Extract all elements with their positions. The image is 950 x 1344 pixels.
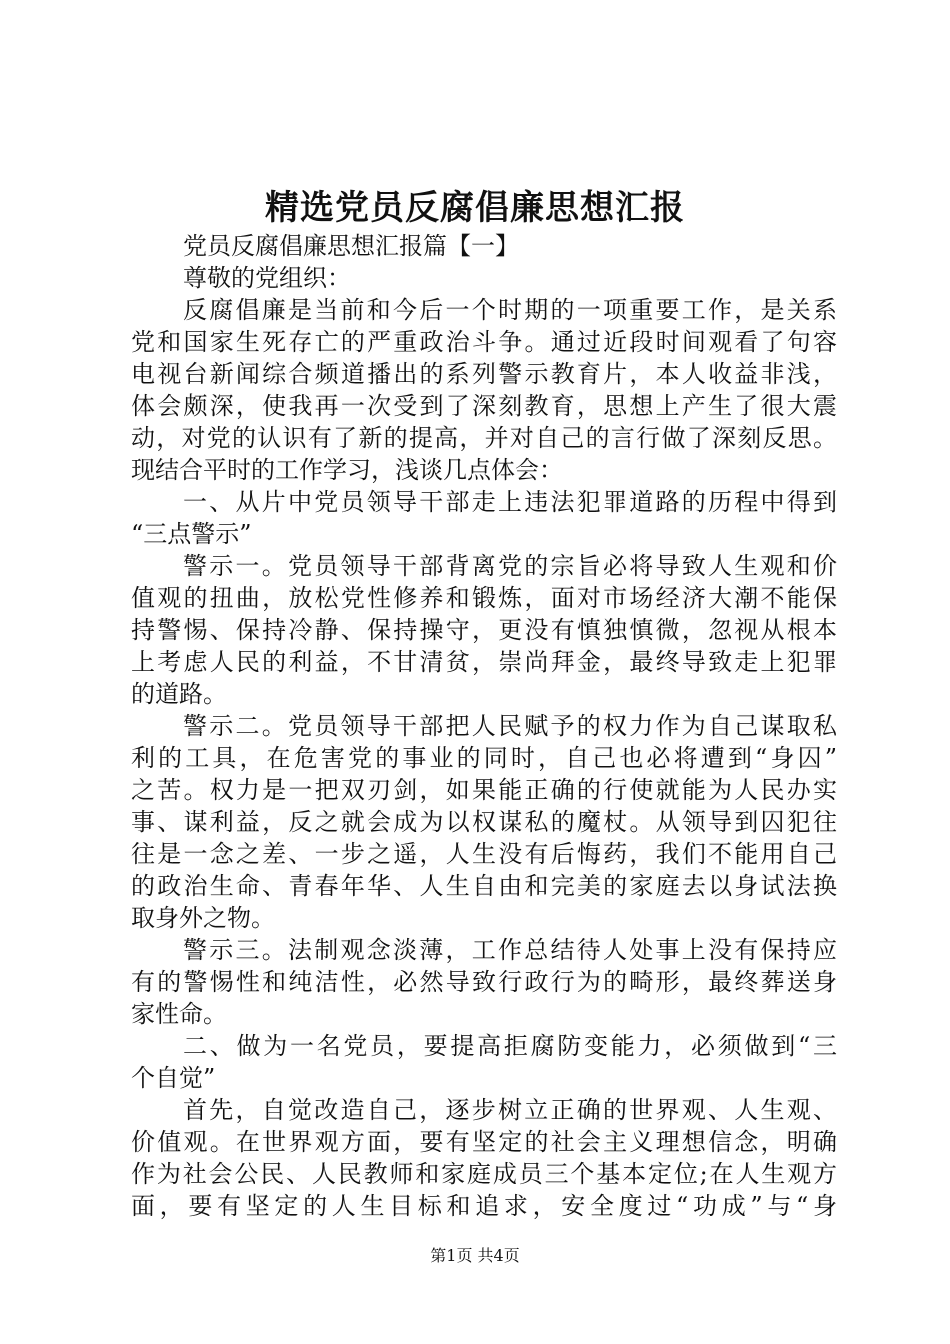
text-line: 价值观。在世界观方面，要有坚定的社会主义理想信念，明确 <box>131 1128 837 1156</box>
document-title: 精选党员反腐倡廉思想汇报 <box>265 188 685 228</box>
text-line: 事、谋利益，反之就会成为以权谋私的魔杖。从领导到囚犯往 <box>131 808 837 836</box>
text-line: 党员反腐倡廉思想汇报篇【一】 <box>183 232 519 260</box>
text-line: 之苦。权力是一把双刃剑，如果能正确的行使就能为人民办实 <box>131 776 837 804</box>
text-line: 值观的扭曲，放松党性修养和锻炼，面对市场经济大潮不能保 <box>131 584 837 612</box>
text-line: 尊敬的党组织： <box>183 264 351 292</box>
text-line: 面，要有坚定的人生目标和追求，安全度过“功成”与“身 <box>131 1192 837 1220</box>
text-line: 警示三。法制观念淡薄，工作总结待人处事上没有保持应 <box>183 936 837 964</box>
text-line: 的道路。 <box>131 680 227 708</box>
text-line: 作为社会公民、人民教师和家庭成员三个基本定位;在人生观方 <box>131 1160 837 1188</box>
text-line: 家性命。 <box>131 1000 227 1028</box>
text-line: 取身外之物。 <box>131 904 275 932</box>
text-line: 现结合平时的工作学习，浅谈几点体会： <box>131 456 563 484</box>
text-line: 电视台新闻综合频道播出的系列警示教育片，本人收益非浅， <box>131 360 837 388</box>
text-line: 往是一念之差、一步之遥，人生没有后悔药，我们不能用自己 <box>131 840 837 868</box>
page-footer: 第1页 共4页 <box>430 1246 520 1265</box>
text-line: 一、从片中党员领导干部走上违法犯罪道路的历程中得到 <box>183 488 837 516</box>
text-line: 首先，自觉改造自己，逐步树立正确的世界观、人生观、 <box>183 1096 837 1124</box>
document-body <box>131 230 837 1222</box>
text-line: 有的警惕性和纯洁性，必然导致行政行为的畸形，最终葬送身 <box>131 968 837 996</box>
text-line: 警示二。党员领导干部把人民赋予的权力作为自己谋取私 <box>183 712 837 740</box>
text-line: 的政治生命、青春年华、人生自由和完美的家庭去以身试法换 <box>131 872 837 900</box>
text-line: 反腐倡廉是当前和今后一个时期的一项重要工作，是关系 <box>183 296 837 324</box>
text-line: 持警惕、保持冷静、保持操守，更没有慎独慎微，忽视从根本 <box>131 616 837 644</box>
text-line: 利的工具，在危害党的事业的同时，自己也必将遭到“身囚” <box>131 744 837 772</box>
text-line: 警示一。党员领导干部背离党的宗旨必将导致人生观和价 <box>183 552 837 580</box>
text-line: “三点警示” <box>131 520 252 548</box>
text-line: 体会颇深，使我再一次受到了深刻教育，思想上产生了很大震 <box>131 392 837 420</box>
text-line: 党和国家生死存亡的严重政治斗争。通过近段时间观看了句容 <box>131 328 837 356</box>
text-line: 上考虑人民的利益，不甘清贫，崇尚拜金，最终导致走上犯罪 <box>131 648 837 676</box>
text-line: 个自觉” <box>131 1064 216 1092</box>
text-line: 二、做为一名党员，要提高拒腐防变能力，必须做到“三 <box>183 1032 837 1060</box>
text-line: 动，对党的认识有了新的提高，并对自己的言行做了深刻反思。 <box>131 424 837 452</box>
